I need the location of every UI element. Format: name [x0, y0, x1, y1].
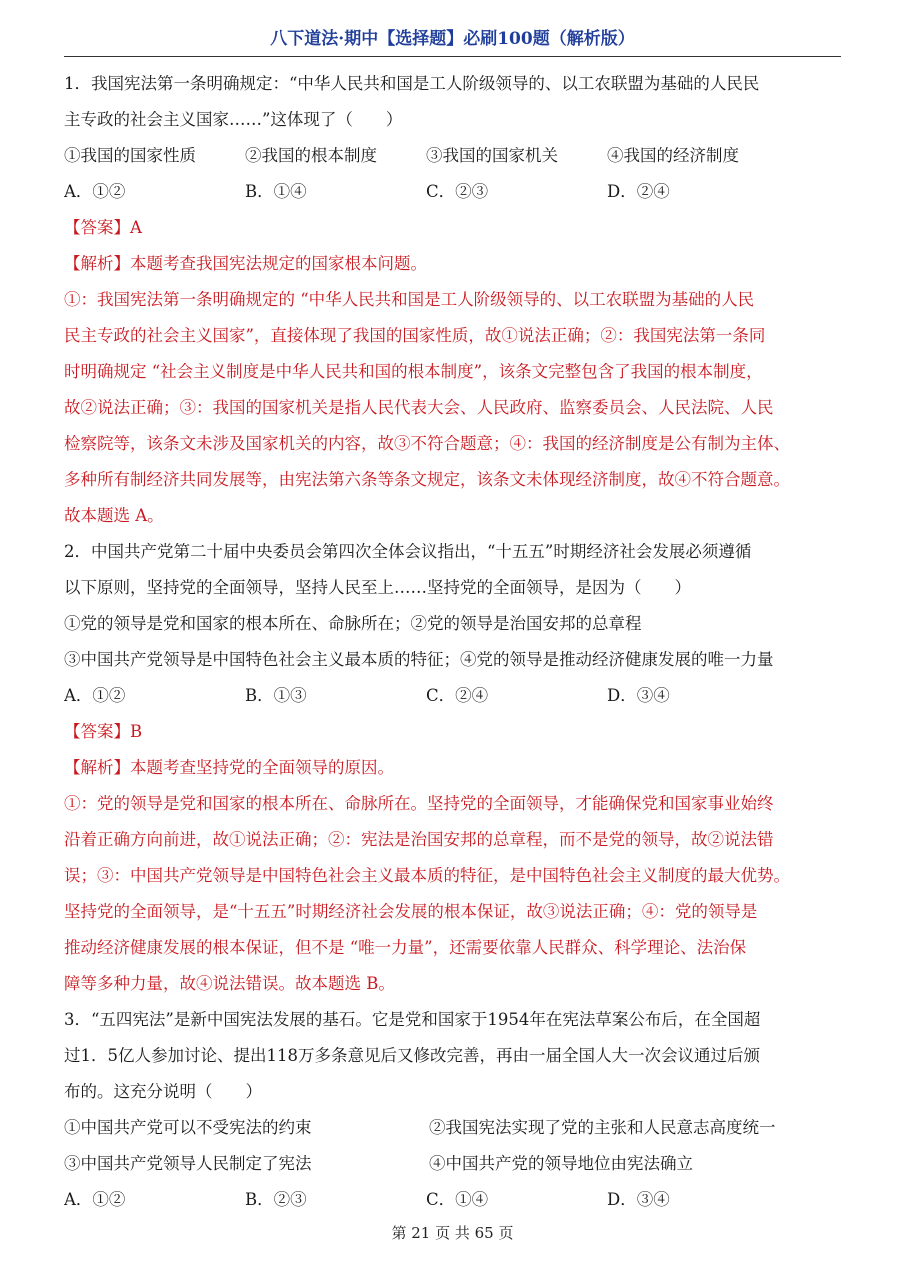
choice-d: D．②④ [607, 182, 670, 201]
choice-row [64, 678, 841, 714]
choice-row [64, 1182, 841, 1218]
answer-label: 【答案】A [64, 218, 142, 237]
analysis-line: 推动经济健康发展的根本保证，但不是 “唯一力量”，还需要依靠人民群众、科学理论、法治保 [64, 938, 747, 957]
statement-line: ①党的领导是党和国家的根本所在、命脉所在；②党的领导是治国安邦的总章程 [64, 614, 642, 633]
question-stem-line: 主专政的社会主义国家……”这体现了（ ） [64, 110, 403, 129]
choice-c: C．②④ [426, 686, 489, 705]
question-stem-line: 以下原则，坚持党的全面领导，坚持人民至上……坚持党的全面领导，是因为（ ） [64, 578, 691, 597]
page-content [64, 66, 841, 1218]
choice-d: D．③④ [607, 686, 670, 705]
analysis-line: 时明确规定 “社会主义制度是中华人民共和国的根本制度”，该条文完整包含了我国的根本制度， [64, 362, 763, 381]
question-1 [64, 66, 841, 534]
analysis-line: 多种所有制经济共同发展等，由宪法第六条等条文规定，该条文未体现经济制度，故④不符合题意。 [64, 470, 790, 489]
choice-d: D．③④ [607, 1190, 670, 1209]
choice-c: C．②③ [426, 182, 489, 201]
statement-item: ④我国的经济制度 [607, 146, 739, 165]
analysis-line: ①：党的领导是党和国家的根本所在、命脉所在。坚持党的全面领导，才能确保党和国家事业始终 [64, 794, 774, 813]
statement-item: ③中国共产党领导人民制定了宪法 [64, 1154, 312, 1173]
question-stem-line: 布的。这充分说明（ ） [64, 1082, 262, 1101]
header-divider [64, 56, 841, 57]
statement-row [64, 1146, 841, 1182]
analysis-line: 民主专政的社会主义国家”，直接体现了我国的国家性质，故①说法正确；②：我国宪法第一条同 [64, 326, 766, 345]
answer-label: 【答案】B [64, 722, 143, 741]
choice-c: C．①④ [426, 1190, 489, 1209]
choice-row [64, 174, 841, 210]
choice-b: B．①③ [245, 686, 307, 705]
choice-a: A．①② [64, 1190, 126, 1209]
analysis-line: 障等多种力量，故④说法错误。故本题选 B。 [64, 974, 395, 993]
question-stem-line: 过1．5亿人参加讨论、提出118万多条意见后又修改完善，再由一届全国人大一次会议通过后颁 [64, 1046, 760, 1065]
choice-b: B．①④ [245, 182, 307, 201]
analysis-line: 坚持党的全面领导，是“十五五”时期经济社会发展的根本保证，故③说法正确；④：党的领导是 [64, 902, 758, 921]
choice-b: B．②③ [245, 1190, 307, 1209]
statement-row [64, 138, 841, 174]
analysis-line: 故本题选 A。 [64, 506, 164, 525]
statement-item: ②我国的根本制度 [245, 146, 377, 165]
statement-item: ①我国的国家性质 [64, 146, 196, 165]
page-header-title: 八下道法·期中【选择题】必刷100题（解析版） [270, 29, 635, 49]
analysis-line: ①：我国宪法第一条明确规定的 “中华人民共和国是工人阶级领导的、以工农联盟为基础的人民 [64, 290, 755, 309]
analysis-line: 误；③：中国共产党领导是中国特色社会主义最本质的特征，是中国特色社会主义制度的最大优势。 [64, 866, 790, 885]
analysis-title: 【解析】本题考查我国宪法规定的国家根本问题。 [64, 254, 427, 273]
statement-line: ③中国共产党领导是中国特色社会主义最本质的特征；④党的领导是推动经济健康发展的唯一力量 [64, 650, 774, 669]
statement-item: ①中国共产党可以不受宪法的约束 [64, 1118, 312, 1137]
analysis-line: 检察院等，该条文未涉及国家机关的内容，故③不符合题意；④：我国的经济制度是公有制为主体、 [64, 434, 790, 453]
statement-row [64, 1110, 841, 1146]
question-3 [64, 1002, 841, 1218]
page-number-footer: 第 21 页 共 65 页 [391, 1224, 514, 1242]
analysis-line: 故②说法正确；③：我国的国家机关是指人民代表大会、人民政府、监察委员会、人民法院、人民 [64, 398, 774, 417]
analysis-title: 【解析】本题考查坚持党的全面领导的原因。 [64, 758, 394, 777]
statement-item: ②我国宪法实现了党的主张和人民意志高度统一 [429, 1118, 776, 1137]
question-stem-line: 2．中国共产党第二十届中央委员会第四次全体会议指出，“十五五”时期经济社会发展必须遵循 [64, 542, 752, 561]
choice-a: A．①② [64, 182, 126, 201]
choice-a: A．①② [64, 686, 126, 705]
question-stem-line: 3．“五四宪法”是新中国宪法发展的基石。它是党和国家于1954年在宪法草案公布后，在全国超 [64, 1010, 761, 1029]
statement-item: ④中国共产党的领导地位由宪法确立 [429, 1154, 693, 1173]
statement-item: ③我国的国家机关 [426, 146, 558, 165]
analysis-line: 沿着正确方向前进，故①说法正确；②：宪法是治国安邦的总章程，而不是党的领导，故②说法错 [64, 830, 774, 849]
question-2 [64, 534, 841, 1002]
question-stem-line: 1．我国宪法第一条明确规定：“中华人民共和国是工人阶级领导的、以工农联盟为基础的人民民 [64, 74, 760, 93]
